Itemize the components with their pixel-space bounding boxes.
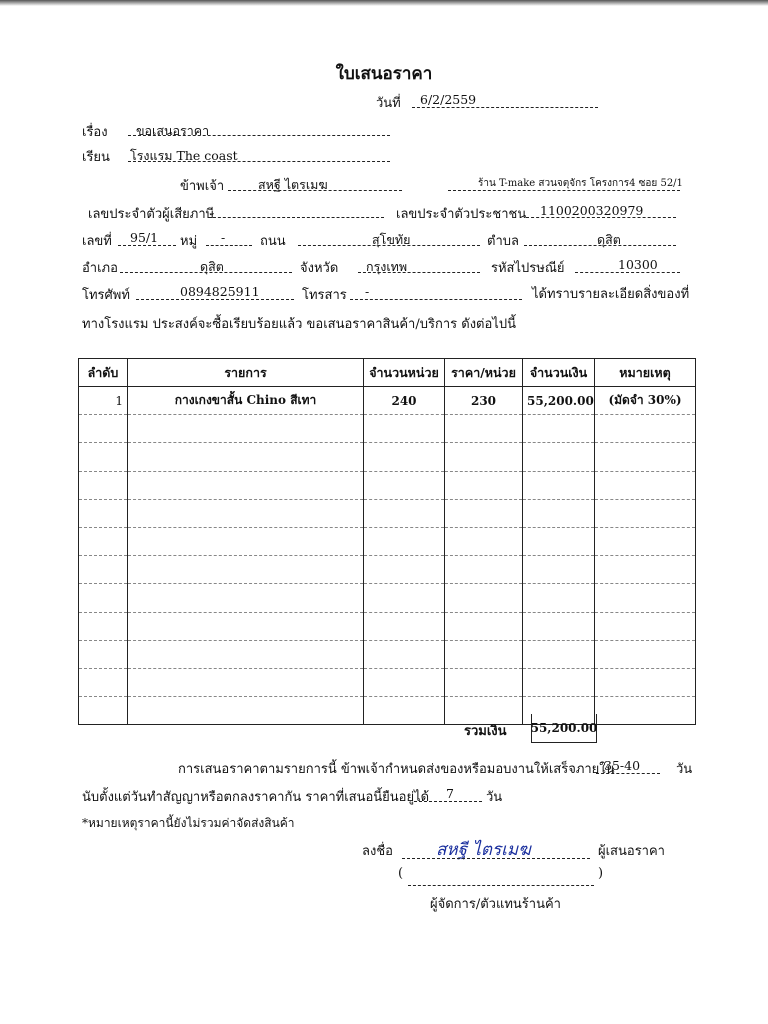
- cell-amount: [523, 527, 595, 555]
- shipping-note: *หมายเหตุราคานี้ยังไม่รวมค่าจัดส่งสินค้า: [82, 816, 295, 830]
- cell-unit-price: [445, 668, 523, 696]
- cell-remark: [595, 612, 696, 640]
- cell-index: [79, 527, 128, 555]
- shop-value: ร้าน T-make สวนจตุจักร โครงการ4 ซอย 52/1: [478, 178, 683, 189]
- to-value: โรงแรม The coast: [130, 148, 238, 163]
- table-row: [79, 612, 696, 640]
- delivery-line: [596, 773, 660, 774]
- cell-unit-price: [445, 612, 523, 640]
- cell-amount: [523, 556, 595, 584]
- header-unit-price: ราคา/หน่วย: [445, 359, 523, 387]
- table-row: [79, 640, 696, 668]
- subdistrict-label: ตำบล: [487, 234, 519, 249]
- cell-quantity: 240: [364, 387, 445, 415]
- cell-quantity: [364, 584, 445, 612]
- postcode-line: [575, 272, 680, 273]
- cell-index: [79, 556, 128, 584]
- validity-text: นับตั้งแต่วันทำสัญญาหรือตกลงราคากัน ราคาที่เสนอนี้ยืนอยู่ได้: [82, 790, 430, 805]
- cell-index: [79, 443, 128, 471]
- table-row: [79, 697, 696, 725]
- cell-item: [128, 584, 364, 612]
- cell-amount: [523, 415, 595, 443]
- handwritten-signature: สหฐี ไตรเมฆ: [436, 840, 531, 860]
- cell-item: [128, 415, 364, 443]
- header-index: ลำดับ: [79, 359, 128, 387]
- cell-amount: [523, 471, 595, 499]
- cell-remark: [595, 415, 696, 443]
- cell-remark: (มัดจำ 30%): [595, 387, 696, 415]
- cell-remark: [595, 556, 696, 584]
- cell-unit-price: [445, 471, 523, 499]
- header-amount: จำนวนเงิน: [523, 359, 595, 387]
- table-row: [79, 415, 696, 443]
- province-label: จังหวัด: [300, 261, 339, 276]
- to-line: [128, 161, 390, 162]
- cell-item: [128, 527, 364, 555]
- subject-line: [128, 135, 390, 136]
- validity-line: [414, 801, 482, 802]
- intro-line-1: ได้ทราบรายละเอียดสิ่งของที่: [532, 287, 690, 302]
- intro-line-2: ทางโรงแรม ประสงค์จะซื้อเรียบร้อยแล้ว ขอเสนอราคาสินค้า/บริการ ดังต่อไปนี้: [82, 317, 516, 332]
- date-line: [412, 107, 598, 108]
- table-row: [79, 668, 696, 696]
- validity-days: 7: [446, 786, 454, 801]
- table-row: [79, 527, 696, 555]
- cell-item: [128, 499, 364, 527]
- district-label: อำเภอ: [82, 261, 118, 276]
- cell-remark: [595, 697, 696, 725]
- tax-id-label: เลขประจำตัวผู้เสียภาษี: [88, 207, 215, 222]
- table-row: [79, 387, 696, 415]
- total-value: 55,200.00: [531, 714, 597, 743]
- cell-unit-price: 230: [445, 387, 523, 415]
- cell-amount: [523, 443, 595, 471]
- me-label: ข้าพเจ้า: [180, 179, 225, 194]
- cell-remark: [595, 584, 696, 612]
- me-value: สหฐี ไตรเมฆ: [258, 177, 328, 192]
- house-no-line: [118, 245, 176, 246]
- road-label: ถนน: [260, 234, 286, 249]
- cell-index: [79, 471, 128, 499]
- name-line: [408, 885, 594, 886]
- sign-label: ลงชื่อ: [362, 844, 393, 859]
- delivery-text: การเสนอราคาตามรายการนี้ ข้าพเจ้ากำหนดส่งของหรือมอบงานให้เสร็จภายใน: [178, 762, 615, 777]
- shop-line: [448, 190, 680, 191]
- cell-quantity: [364, 527, 445, 555]
- date-label: วันที่: [376, 96, 401, 111]
- cell-unit-price: [445, 640, 523, 668]
- table-row: [79, 499, 696, 527]
- cell-unit-price: [445, 556, 523, 584]
- table-row: [79, 584, 696, 612]
- validity-unit: วัน: [486, 790, 503, 805]
- postcode-value: 10300: [618, 257, 658, 272]
- fax-label: โทรสาร: [302, 288, 347, 303]
- cell-index: [79, 612, 128, 640]
- cell-amount: [523, 668, 595, 696]
- cell-quantity: [364, 499, 445, 527]
- table-row: [79, 443, 696, 471]
- cell-quantity: [364, 697, 445, 725]
- header-item: รายการ: [128, 359, 364, 387]
- cell-unit-price: [445, 443, 523, 471]
- province-line: [358, 272, 480, 273]
- me-line: [228, 190, 402, 191]
- to-label: เรียน: [82, 150, 110, 165]
- cell-unit-price: [445, 499, 523, 527]
- fax-value: -: [365, 284, 370, 299]
- tax-id-line: [208, 217, 384, 218]
- cell-unit-price: [445, 415, 523, 443]
- phone-line: [136, 299, 294, 300]
- cell-remark: [595, 668, 696, 696]
- delivery-unit: วัน: [676, 762, 693, 777]
- moo-line: [206, 245, 252, 246]
- manager-label: ผู้จัดการ/ตัวแทนร้านค้า: [430, 897, 561, 912]
- quotation-table: [78, 358, 696, 725]
- house-no-value: 95/1: [130, 230, 159, 245]
- subject-label: เรื่อง: [82, 125, 108, 140]
- table-row: [79, 556, 696, 584]
- postcode-label: รหัสไปรษณีย์: [491, 261, 565, 276]
- cell-quantity: [364, 668, 445, 696]
- cell-amount: 55,200.00: [523, 387, 595, 415]
- road-line: [298, 245, 480, 246]
- citizen-id-line: [526, 217, 676, 218]
- total-label: รวมเงิน: [464, 724, 507, 739]
- cell-index: [79, 499, 128, 527]
- phone-label: โทรศัพท์: [82, 288, 130, 303]
- province-value: กรุงเทพ: [366, 259, 408, 274]
- moo-label: หมู่: [180, 234, 198, 249]
- house-no-label: เลขที่: [82, 234, 112, 249]
- fax-line: [350, 299, 522, 300]
- cell-amount: [523, 640, 595, 668]
- cell-item: [128, 443, 364, 471]
- cell-unit-price: [445, 584, 523, 612]
- cell-item: [128, 556, 364, 584]
- cell-remark: [595, 527, 696, 555]
- subdistrict-line: [524, 245, 676, 246]
- signature-line: [402, 858, 590, 859]
- district-line: [120, 272, 292, 273]
- delivery-days: 35-40: [604, 758, 641, 773]
- date-value: 6/2/2559: [420, 92, 477, 107]
- cell-remark: [595, 443, 696, 471]
- cell-index: [79, 640, 128, 668]
- header-quantity: จำนวนหน่วย: [364, 359, 445, 387]
- cell-item: [128, 471, 364, 499]
- table-row: [79, 471, 696, 499]
- cell-remark: [595, 499, 696, 527]
- cell-quantity: [364, 612, 445, 640]
- cell-quantity: [364, 471, 445, 499]
- header-remark: หมายเหตุ: [595, 359, 696, 387]
- subdistrict-value: ดุสิต: [597, 232, 621, 247]
- road-value: สุโขทัย: [372, 232, 411, 247]
- cell-quantity: [364, 640, 445, 668]
- cell-item: กางเกงขาสั้น Chino สีเทา: [128, 387, 364, 415]
- cell-remark: [595, 471, 696, 499]
- proposer-label: ผู้เสนอราคา: [598, 844, 665, 859]
- paren-open: (: [398, 866, 404, 881]
- cell-item: [128, 612, 364, 640]
- cell-index: [79, 697, 128, 725]
- cell-quantity: [364, 415, 445, 443]
- cell-index: [79, 668, 128, 696]
- cell-unit-price: [445, 527, 523, 555]
- phone-value: 0894825911: [180, 284, 260, 299]
- cell-quantity: [364, 556, 445, 584]
- cell-item: [128, 697, 364, 725]
- cell-quantity: [364, 443, 445, 471]
- moo-value: -: [221, 230, 226, 245]
- document-title: ใบเสนอราคา: [335, 64, 433, 84]
- cell-item: [128, 640, 364, 668]
- cell-index: [79, 415, 128, 443]
- cell-remark: [595, 640, 696, 668]
- subject-value: ขอเสนอราคา: [136, 123, 210, 138]
- table-header-row: [79, 359, 696, 387]
- citizen-id-value: 1100200320979: [540, 203, 644, 218]
- scan-edge: [0, 0, 768, 6]
- cell-amount: [523, 499, 595, 527]
- cell-amount: [523, 612, 595, 640]
- cell-index: [79, 584, 128, 612]
- citizen-id-label: เลขประจำตัวประชาชน: [396, 207, 527, 222]
- cell-amount: [523, 584, 595, 612]
- paren-close: ): [598, 866, 604, 881]
- cell-index: 1: [79, 387, 128, 415]
- cell-item: [128, 668, 364, 696]
- district-value: ดุสิต: [200, 259, 224, 274]
